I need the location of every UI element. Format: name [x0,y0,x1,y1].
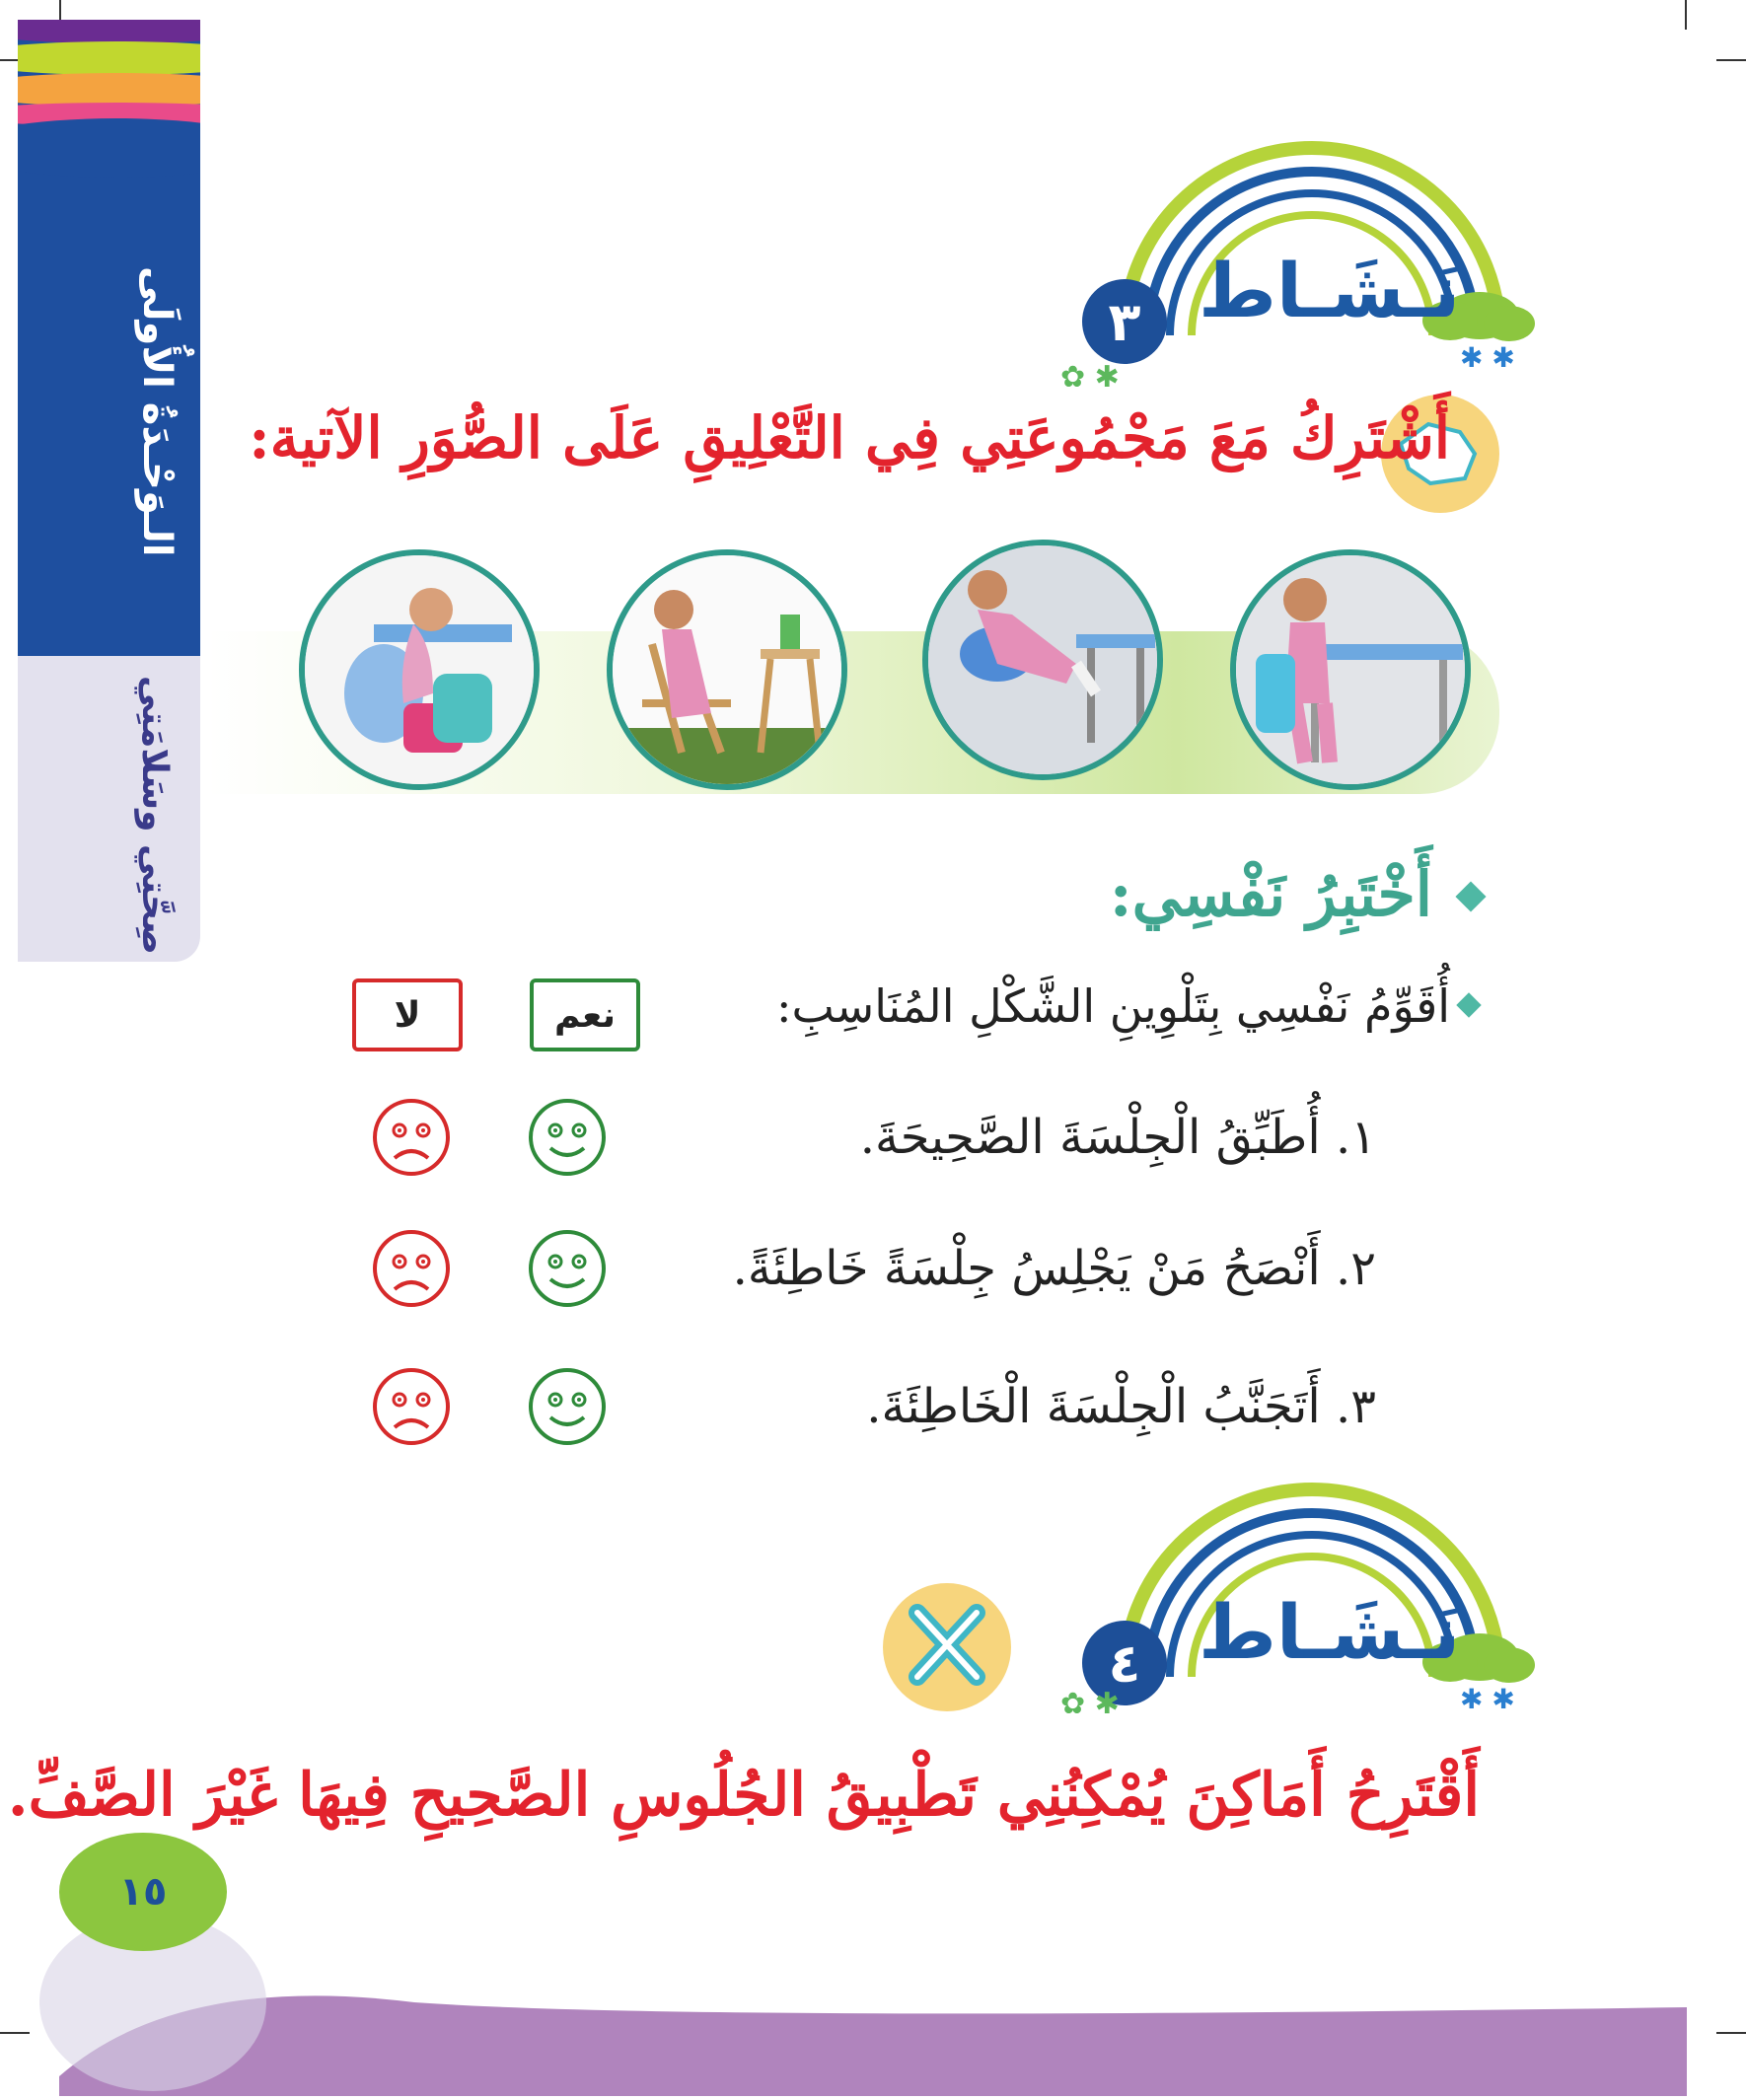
self-test-heading: أَخْتَبِرُ نَفْسِي: [1109,858,1432,930]
happy-face-icon[interactable] [527,1366,608,1447]
svg-text:✱ ✱: ✱ ✱ [1460,1683,1515,1715]
photo-reclined-sitting [922,540,1163,780]
activity-4-instruction: أَقْتَرِحُ أَمَاكِنَ يُمْكِنُنِي تَطْبِيقُ الجُلُوسِ الصَّحِيحِ فِيهَا غَيْرَ الصَّفِّ. [7,1761,1480,1830]
bullet-diamond-icon [1455,881,1486,911]
activity-3-number: ٣ [1082,279,1167,364]
activity-3-title: نَـشَـاط [1199,247,1461,334]
flower-icon: ✿ ✱ [1060,1687,1120,1721]
unit-label: الـوَحْـدَةُ الأُولَى [134,266,180,557]
activity-4-number: ٤ [1082,1621,1167,1705]
bullet-diamond-icon [1456,992,1481,1017]
happy-face-icon[interactable] [527,1228,608,1309]
photo-slouched-sitting [299,549,540,790]
happy-face-icon[interactable] [527,1097,608,1178]
photo-correct-sitting [1230,549,1471,790]
sad-face-icon[interactable] [371,1228,452,1309]
unit-subtitle: صِحَّتِي وسَلامَتِي [134,676,175,955]
crop-mark [1685,0,1687,30]
no-label: لا [352,978,463,1051]
activity-4-title: نَـشَـاط [1199,1588,1461,1676]
page-number: ١٥ [59,1833,227,1951]
svg-text:✱ ✱: ✱ ✱ [1460,341,1515,374]
pencils-icon [883,1583,1011,1711]
unit-side-tab [18,20,200,962]
photo-leaning-chair [607,549,847,790]
self-test-item-1: ١. أُطَبِّقُ الْجِلْسَةَ الصَّحِيحَةَ. [859,1110,1376,1165]
self-test-item-3: ٣. أَتَجَنَّبُ الْجِلْسَةَ الْخَاطِئَةَ. [866,1379,1376,1434]
sad-face-icon[interactable] [371,1366,452,1447]
yes-label: نعم [530,978,640,1051]
sad-face-icon[interactable] [371,1097,452,1178]
flower-icon: ✿ ✱ [1060,360,1120,395]
crop-mark [1716,59,1746,61]
activity-3-instruction: أَشْتَرِكُ مَعَ مَجْمُوعَتِي فِي التَّعْلِيقِ عَلَى الصُّوَرِ الآتية: [249,404,1450,471]
self-test-item-2: ٢. أَنْصَحُ مَنْ يَجْلِسُ جِلْسَةً خَاطِئَةً. [732,1241,1376,1296]
self-test-instruction: أُقَوِّمُ نَفْسِي بِتَلْوِينِ الشَّكْلِ المُنَاسِبِ: [775,979,1450,1033]
